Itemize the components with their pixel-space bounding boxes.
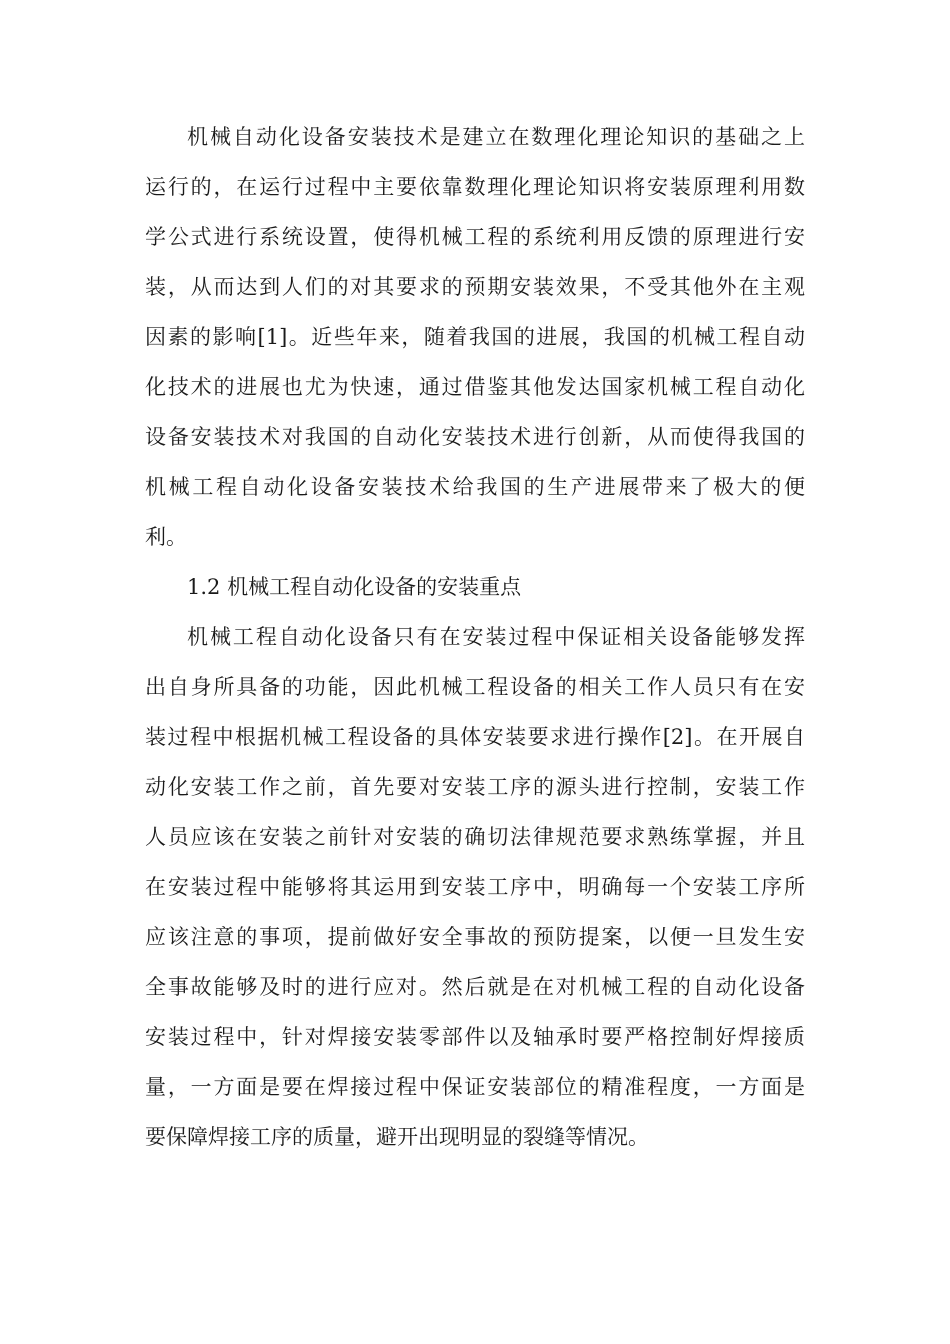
paragraph-line: 机械自动化设备安装技术是建立在数理化理论知识的基础之上	[187, 125, 805, 149]
paragraph-line: 化技术的进展也尤为快速，通过借鉴其他发达国家机械工程自动化	[145, 375, 805, 399]
paragraph-line: 应该注意的事项，提前做好安全事故的预防提案，以便一旦发生安	[145, 925, 805, 949]
paragraph-line: 装过程中根据机械工程设备的具体安装要求进行操作[2]。在开展自	[145, 725, 805, 749]
paragraph-line: 学公式进行系统设置，使得机械工程的系统利用反馈的原理进行安	[145, 225, 805, 249]
section-heading: 1.2 机械工程自动化设备的安装重点	[187, 575, 522, 599]
paragraph-line: 量，一方面是要在焊接过程中保证安装部位的精准程度，一方面是	[145, 1075, 805, 1099]
paragraph-line: 动化安装工作之前，首先要对安装工序的源头进行控制，安装工作	[145, 775, 805, 799]
paragraph-line: 出自身所具备的功能，因此机械工程设备的相关工作人员只有在安	[145, 675, 805, 699]
paragraph-line: 利。	[145, 525, 187, 549]
paragraph-line: 在安装过程中能够将其运用到安装工序中，明确每一个安装工序所	[145, 875, 805, 899]
paragraph-line: 机械工程自动化设备只有在安装过程中保证相关设备能够发挥	[187, 625, 805, 649]
paragraph-line: 全事故能够及时的进行应对。然后就是在对机械工程的自动化设备	[145, 975, 805, 999]
paragraph-line: 设备安装技术对我国的自动化安装技术进行创新，从而使得我国的	[145, 425, 805, 449]
paragraph-line: 因素的影响[1]。近些年来，随着我国的进展，我国的机械工程自动	[145, 325, 805, 349]
paragraph-line: 要保障焊接工序的质量，避开出现明显的裂缝等情况。	[145, 1125, 649, 1149]
paragraph-line: 机械工程自动化设备安装技术给我国的生产进展带来了极大的便	[145, 475, 805, 499]
paragraph-line: 装，从而达到人们的对其要求的预期安装效果，不受其他外在主观	[145, 275, 805, 299]
paragraph-line: 人员应该在安装之前针对安装的确切法律规范要求熟练掌握，并且	[145, 825, 805, 849]
paragraph-line: 安装过程中，针对焊接安装零部件以及轴承时要严格控制好焊接质	[145, 1025, 805, 1049]
paragraph-line: 运行的，在运行过程中主要依靠数理化理论知识将安装原理利用数	[145, 175, 805, 199]
